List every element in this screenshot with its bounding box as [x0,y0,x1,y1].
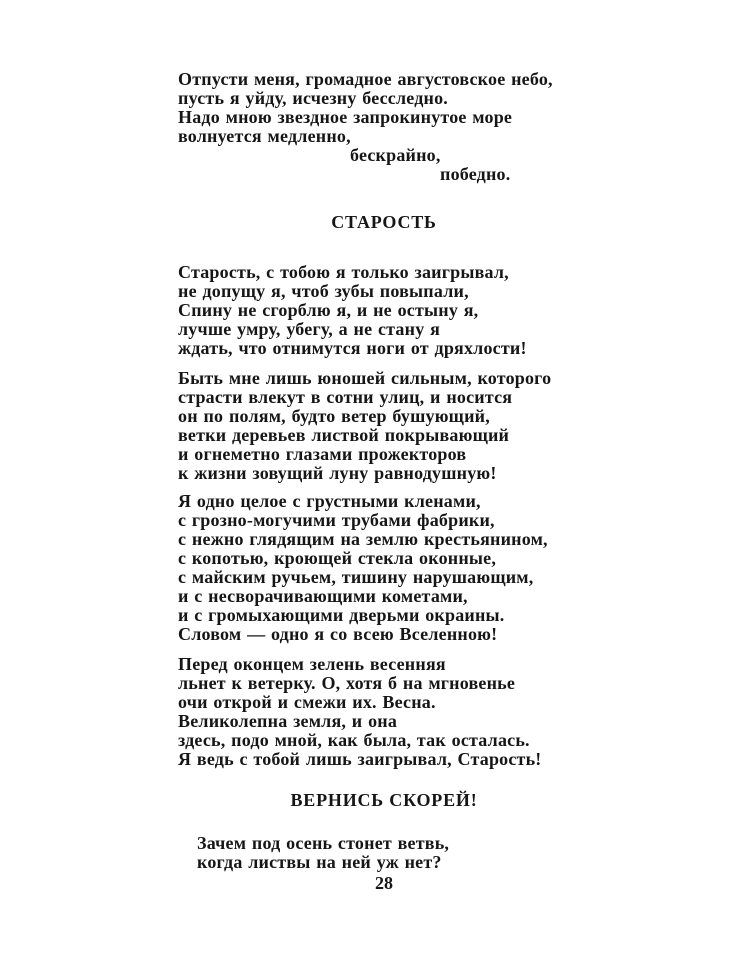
poem-line: к жизни зовущий луну равнодушную! [178,463,497,483]
poem-line: Великолепна земля, и она [178,711,398,731]
poem-line: не допущу я, чтоб зубы повыпали, [178,281,469,301]
poem-title-vernis: ВЕРНИСЬ СКОРЕЙ! [290,790,478,810]
poem-line-indented: победно. [440,164,511,184]
poem-line: и с несворачивающими кометами, [178,586,468,606]
poem-line: с копотью, кроющей стекла оконные, [178,548,497,568]
poem-line: Старость, с тобою я только заигрывал, [178,262,509,282]
poem-line: ждать, что отнимутся ноги от дряхлости! [178,338,527,358]
poem-line: с майским ручьем, тишину нарушающим, [178,567,534,587]
poem-line: Я ведь с тобой лишь заигрывал, Старость! [178,749,542,769]
poem-line: с грозно-могучими трубами фабрики, [178,510,495,530]
poem-line: Надо мною звездное запрокинутое море [178,107,513,127]
poem-line: Отпусти меня, громадное августовское небо, [178,69,553,89]
starost-stanza-4 [178,655,542,769]
poem-line: с нежно глядящим на землю крестьянином, [178,529,548,549]
poem-line: льнет к ветерку. О, хотя б на мгновенье [178,673,516,693]
poem-line: Зачем под осень стонет ветвь, [197,833,450,853]
poem-line: здесь, подо мной, как была, так осталась. [178,730,530,750]
starost-stanza-2 [178,369,551,483]
poem-line: когда листвы на ней уж нет? [197,852,442,872]
vernis-stanza-1 [197,834,449,872]
poem-line: Спину не сгорблю я, и не остыну я, [178,300,479,320]
poem-line-indented: бескрайно, [350,145,441,165]
poem-line: пусть я уйду, исчезну бесследно. [178,88,449,108]
poem-line: Словом — одно я со всею Вселенною! [178,624,498,644]
poem-line: и огнеметно глазами прожекторов [178,444,467,464]
poem-title-starost: СТАРОСТЬ [331,212,437,232]
poem-line: Я одно целое с грустными кленами, [178,491,481,511]
poem-line: страсти влекут в сотни улиц, и носится [178,387,513,407]
poem-line: он по полям, будто ветер бушующий, [178,406,490,426]
poem-line: очи открой и смежи их. Весна. [178,692,436,712]
poem-line: Быть мне лишь юношей сильным, которого [178,368,552,388]
starost-stanza-3 [178,492,548,644]
poem-line: лучше умру, убегу, а не стану я [178,319,441,339]
poem-line: Перед оконцем зелень весенняя [178,654,446,674]
poem-line: волнуется медленно, [178,126,351,146]
poem-line: ветки деревьев листвой покрывающий [178,425,510,445]
starost-stanza-1 [178,263,527,358]
page-number: 28 [375,873,393,893]
poem-line: и с громыхающими дверьми окраины. [178,605,505,625]
opening-stanza [178,70,553,184]
